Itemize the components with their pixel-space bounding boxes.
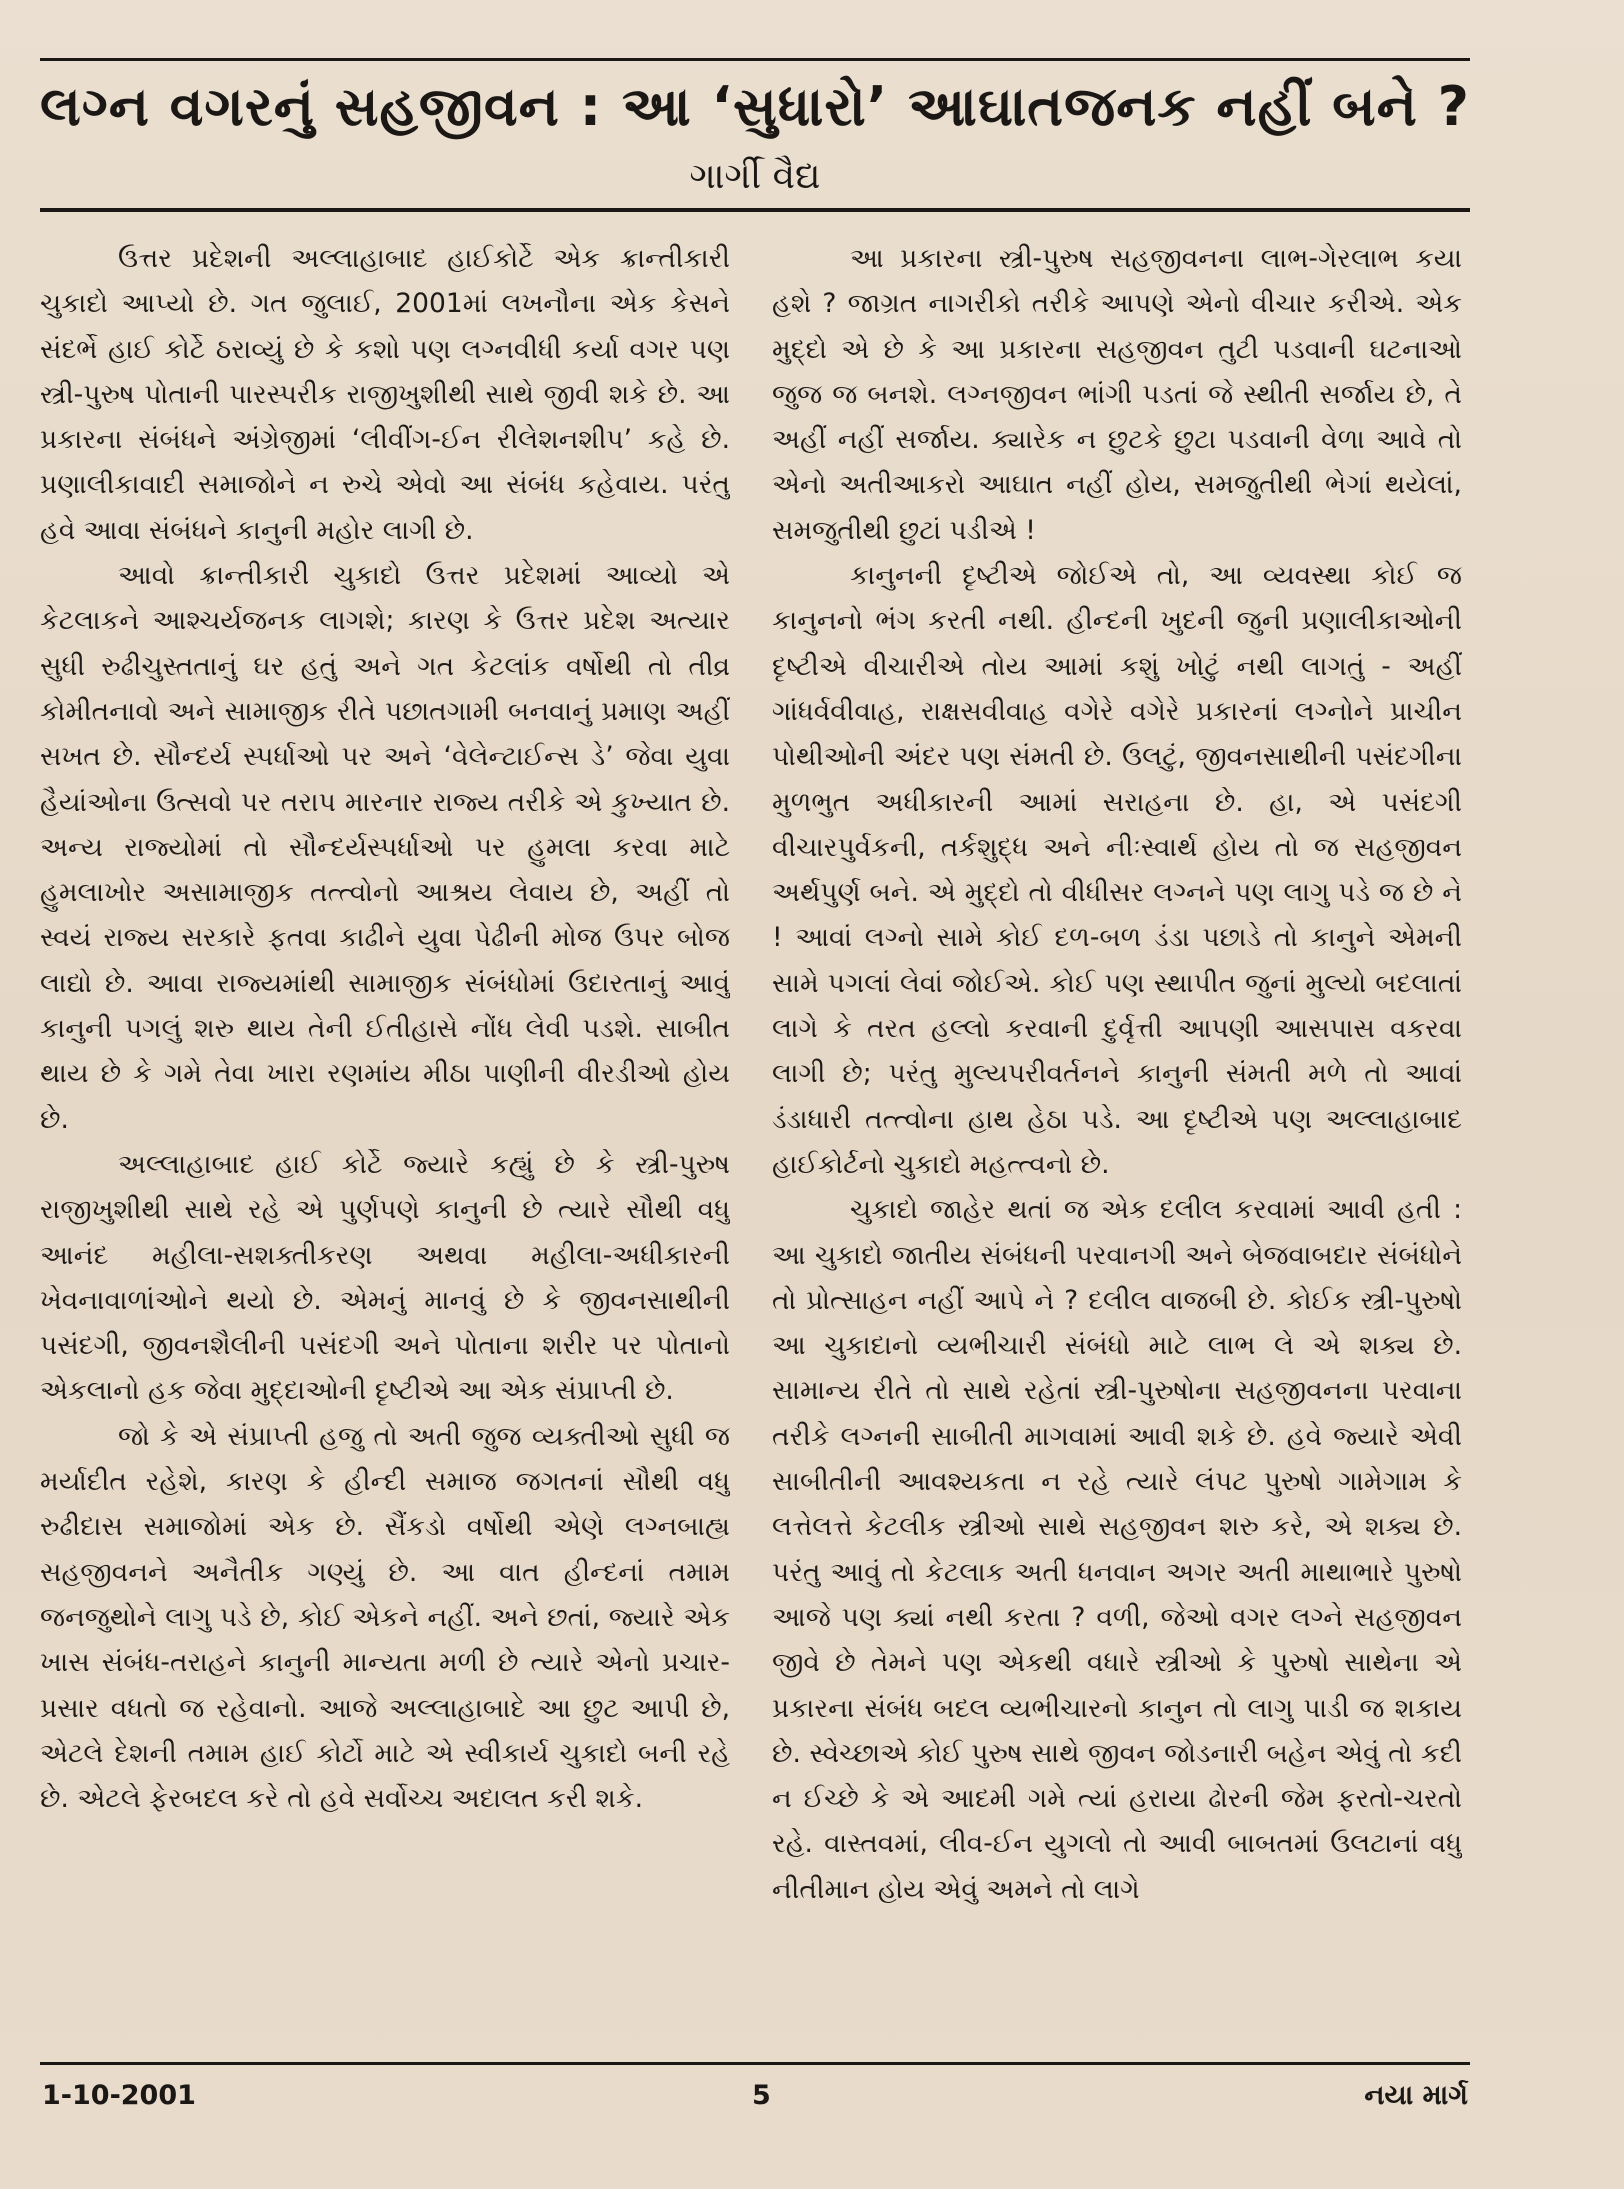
byline: ગાર્ગી વૈદ્ય [689, 156, 821, 197]
article-column-right [772, 236, 1462, 2046]
paragraph: ચુકાદો જાહેર થતાં જ એક દલીલ કરવામાં આવી હતી : આ ચુકાદો જાતીય સંબંધની પરવાનગી અને બેજવાબદાર સંબંધોને તો પ્રોત્સાહન નહીં આપે ને ? દલીલ વાજબી છે. કોઈક સ્ત્રી-પુરુષો આ ચુકાદાનો વ્યભીચારી સંબંધો માટે લાભ લે એ શક્ય છે. સામાન્ય રીતે તો સાથે રહેતાં સ્ત્રી-પુરુષોના સહજીવનના પરવાના તરીકે લગ્નની સાબીતી માગવામાં આવી શકે છે. હવે જ્યારે એવી સાબીતીની આવશ્યકતા ન રહે ત્યારે લંપટ પુરુષો ગામેગામ કે લત્તેલત્તે કેટલીક સ્ત્રીઓ સાથે સહજીવન શરુ કરે, એ શક્ય છે. પરંતુ આવું તો કેટલાક અતી ધનવાન અગર અતી માથાભારે પુરુષો આજે પણ ક્યાં નથી કરતા ? વળી, જેઓ વગર લગ્ને સહજીવન જીવે છે તેમને પણ એકથી વધારે સ્ત્રીઓ કે પુરુષો સાથેના એ પ્રકારના સંબંધ બદલ વ્યભીચારનો કાનુન તો લાગુ પાડી જ શકાય છે. સ્વેચ્છાએ કોઈ પુરુષ સાથે જીવન જોડનારી બહેન એવું તો કદી ન ઈચ્છે કે એ આદમી ગમે ત્યાં હરાયા ઢોરની જેમ ફરતો-ચરતો રહે. વાસ્તવમાં, લીવ-ઈન યુગલો તો આવી બાબતમાં ઉલટાનાં વધુ નીતીમાન હોય એવું અમને તો લાગે [772, 1194, 1462, 1905]
paragraph: આ પ્રકારના સ્ત્રી-પુરુષ સહજીવનના લાભ-ગેરલાભ કયા હશે ? જાગ્રત નાગરીકો તરીકે આપણે એનો વીચાર કરીએ. એક મુદ્દો એ છે કે આ પ્રકારના સહજીવન તુટી પડવાની ઘટનાઓ જુજ જ બનશે. લગ્નજીવન ભાંગી પડતાં જે સ્થીતી સર્જાય છે, તે અહીં નહીં સર્જાય. ક્યારેક ન છુટકે છુટા પડવાની વેળા આવે તો એનો અતીઆકરો આઘાત નહીં હોય, સમજુતીથી ભેગાં થયેલાં, સમજુતીથી છુટાં પડીએ ! [772, 243, 1462, 546]
page-number: 5 [752, 2080, 771, 2111]
paragraph: આવો ક્રાન્તીકારી ચુકાદો ઉત્તર પ્રદેશમાં આવ્યો એ કેટલાકને આશ્ચર્યજનક લાગશે; કારણ કે ઉત્તર પ્રદેશ અત્યાર સુધી રુઢીચુસ્તતાનું ઘર હતું અને ગત કેટલાંક વર્ષોથી તો તીવ્ર કોમીતનાવો અને સામાજીક રીતે પછાતગામી બનવાનું પ્રમાણ અહીં સખત છે. સૌન્દર્ય સ્પર્ધાઓ પર અને ‘વેલેન્ટાઈન્સ ડે’ જેવા યુવા હૈયાંઓના ઉત્સવો પર તરાપ મારનાર રાજ્ય તરીકે એ કુખ્યાત છે. અન્ય રાજ્યોમાં તો સૌન્દર્યસ્પર્ધાઓ પર હુમલા કરવા માટે હુમલાખોર અસામાજીક તત્ત્વોનો આશ્રય લેવાય છે, અહીં તો સ્વયં રાજ્ય સરકારે ફતવા કાઢીને યુવા પેઢીની મોજ ઉપર બોજ લાદ્યો છે. આવા રાજ્યમાંથી સામાજીક સંબંધોમાં ઉદારતાનું આવું કાનુની પગલું શરુ થાય તેની ઈતીહાસે નોંધ લેવી પડશે. સાબીત થાય છે કે ગમે તેવા ખારા રણમાંય મીઠા પાણીની વીરડીઓ હોય છે. [40, 560, 730, 1135]
publication-name: નયા માર્ગ [1364, 2080, 1468, 2111]
paragraph: ઉત્તર પ્રદેશની અલ્લાહાબાદ હાઈકોર્ટે એક ક્રાન્તીકારી ચુકાદો આપ્યો છે. ગત જુલાઈ, 2001માં લખનૌના એક કેસને સંદર્ભે હાઈ કોર્ટે ઠરાવ્યું છે કે કશો પણ લગ્નવીધી કર્યા વગર પણ સ્ત્રી-પુરુષ પોતાની પારસ્પરીક રાજીખુશીથી સાથે જીવી શકે છે. આ પ્રકારના સંબંધને અંગ્રેજીમાં ‘લીવીંગ-ઈન રીલેશનશીપ’ કહે છે. પ્રણાલીકાવાદી સમાજોને ન રુચે એવો આ સંબંધ કહેવાય. પરંતુ હવે આવા સંબંધને કાનુની મહોર લાગી છે. [40, 243, 730, 546]
paragraph: જો કે એ સંપ્રાપ્તી હજુ તો અતી જુજ વ્યક્તીઓ સુધી જ મર્યાદીત રહેશે, કારણ કે હીન્દી સમાજ જગતનાં સૌથી વધુ રુઢીદાસ સમાજોમાં એક છે. સૈંકડો વર્ષોથી એણે લગ્નબાહ્ય સહજીવનને અનૈતીક ગણ્યું છે. આ વાત હીન્દનાં તમામ જનજુથોને લાગુ પડે છે, કોઈ એકને નહીં. અને છતાં, જ્યારે એક ખાસ સંબંધ-તરાહને કાનુની માન્યતા મળી છે ત્યારે એનો પ્રચાર-પ્રસાર વધતો જ રહેવાનો. આજે અલ્લાહાબાદે આ છુટ આપી છે, એટલે દેશની તમામ હાઈ કોર્ટો માટે એ સ્વીકાર્ય ચુકાદો બની રહે છે. એટલે ફેરબદલ કરે તો હવે સર્વોચ્ચ અદાલત કરી શકે. [40, 1420, 730, 1815]
paragraph: અલ્લાહાબાદ હાઈ કોર્ટે જ્યારે કહ્યું છે કે સ્ત્રી-પુરુષ રાજીખુશીથી સાથે રહે એ પુર્ણપણે કાનુની છે ત્યારે સૌથી વધુ આનંદ મહીલા-સશક્તીકરણ અથવા મહીલા-અધીકારની ખેવનાવાળાંઓને થયો છે. એમનું માનવું છે કે જીવનસાથીની પસંદગી, જીવનશૈલીની પસંદગી અને પોતાના શરીર પર પોતાનો એકલાનો હક જેવા મુદ્દાઓની દૃષ્ટીએ આ એક સંપ્રાપ્તી છે. [40, 1148, 730, 1407]
footer-rule [40, 2062, 1470, 2065]
header-rule [40, 208, 1470, 212]
headline: લગ્ન વગરનું સહજીવન : આ ‘સુધારો’ આઘાતજનક નહીં બને ? [40, 75, 1470, 138]
article-column-left [40, 236, 730, 2046]
paragraph: કાનુનની દૃષ્ટીએ જોઈએ તો, આ વ્યવસ્થા કોઈ જ કાનુનનો ભંગ કરતી નથી. હીન્દની ખુદની જુની પ્રણાલીકાઓની દૃષ્ટીએ વીચારીએ તોય આમાં કશું ખોટું નથી લાગતું - અહીં ગાંધર્વવીવાહ, રાક્ષસવીવાહ વગેરે વગેરે પ્રકારનાં લગ્નોને પ્રાચીન પોથીઓની અંદર પણ સંમતી છે. ઉલટું, જીવનસાથીની પસંદગીના મુળભુત અધીકારની આમાં સરાહના છે. હા, એ પસંદગી વીચારપુર્વકની, તર્કશુદ્ધ અને નીઃસ્વાર્થ હોય તો જ સહજીવન અર્થપુર્ણ બને. એ મુદ્દો તો વીધીસર લગ્નને પણ લાગુ પડે જ છે ને ! આવાં લગ્નો સામે કોઈ દળ-બળ ડંડા પછાડે તો કાનુને એમની સામે પગલાં લેવાં જોઈએ. કોઈ પણ સ્થાપીત જુનાં મુલ્યો બદલાતાં લાગે કે તરત હલ્લો કરવાની દુર્વૃત્તી આપણી આસપાસ વકરવા લાગી છે; પરંતુ મુલ્યપરીવર્તનને કાનુની સંમતી મળે તો આવાં ડંડાધારી તત્ત્વોના હાથ હેઠા પડે. આ દૃષ્ટીએ પણ અલ્લાહાબાદ હાઈકોર્ટનો ચુકાદો મહત્ત્વનો છે. [772, 560, 1462, 1180]
top-rule [40, 58, 1470, 61]
issue-date: 1-10-2001 [42, 2080, 196, 2111]
